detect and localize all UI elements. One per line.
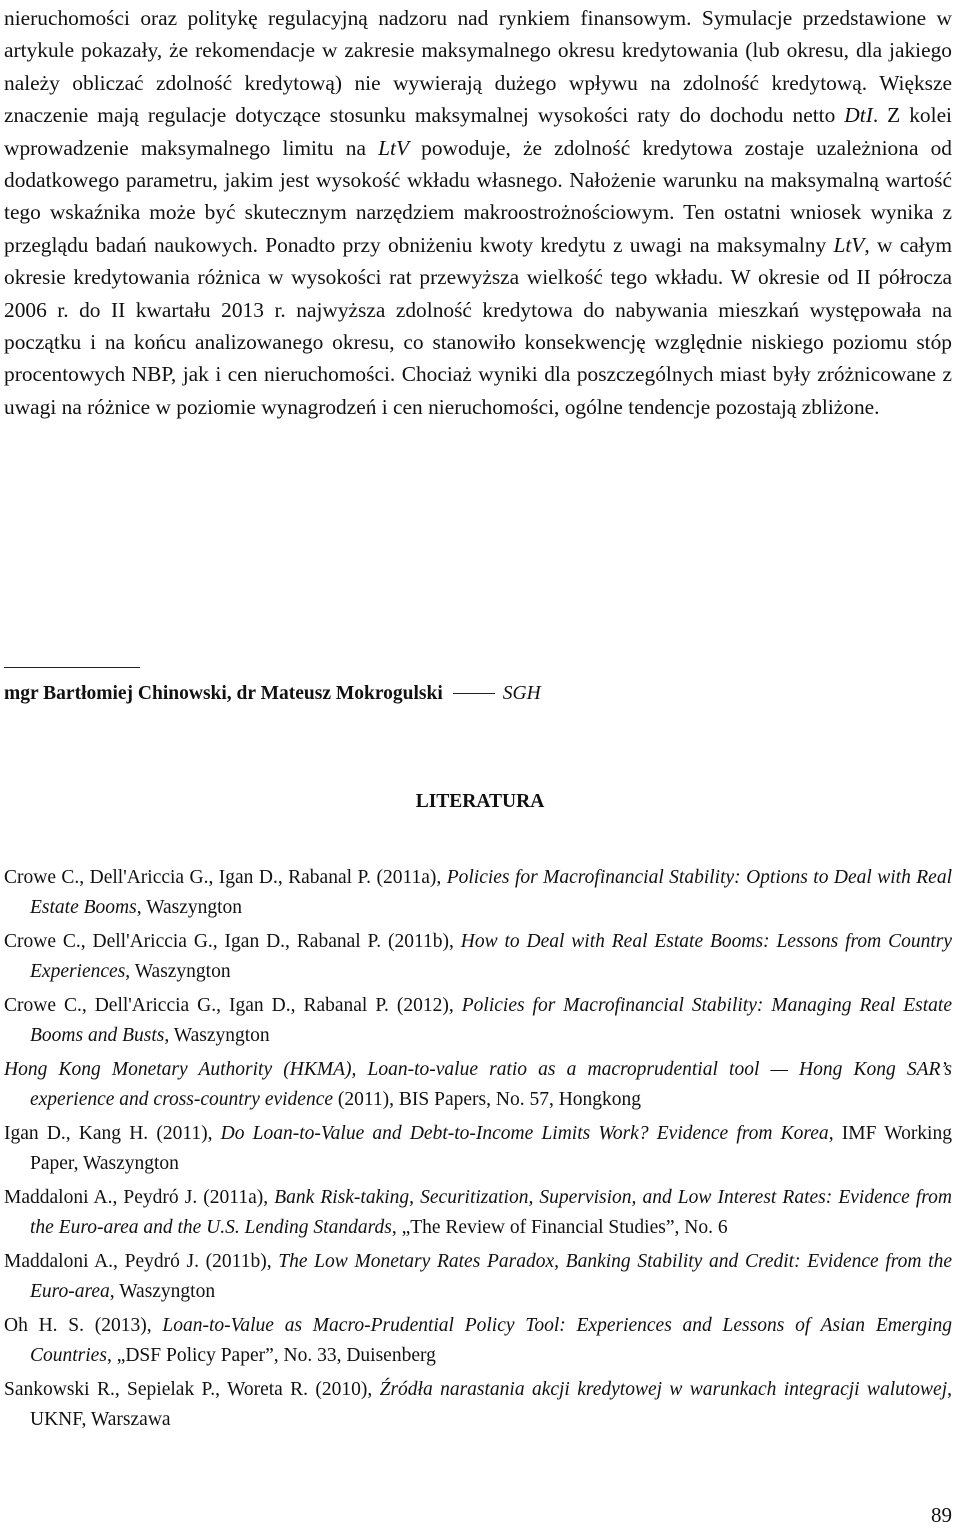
- body-paragraph: [4, 0, 952, 423]
- reference-item: Maddaloni A., Peydró J. (2011a), Bank Risk-taking, Securitization, Supervision, and Low Interest Rates: Evidence from the Euro-area and the U.S. Lending Standards, „The Review of Financial Studies”, No. 6: [4, 1187, 952, 1238]
- term-ltv: LtV: [378, 135, 410, 160]
- term-dti: DtI: [844, 103, 873, 128]
- body-text-3: powoduje, że zdolność kredytowa zostaje uzależniona od dodatkowego parametru, jakim jest wysokość wkładu własnego. Nałożenie warunku na maksymalną wartość tego wskaźnika może być skutecznym narzędziem makroostrożnościowym. Ten ostatni wniosek wynika z przeglądu badań naukowych. Ponadto przy obniżeniu kwoty kredytu z uwagi na maksymalny: [4, 135, 952, 257]
- reference-item: Sankowski R., Sepielak P., Woreta R. (2010), Źródła narastania akcji kredytowej w warunkach integracji walutowej, UKNF, Warszawa: [4, 1379, 952, 1430]
- body-text-2: . Z kolei wprowadzenie maksymalnego limitu na: [4, 103, 953, 160]
- reference-item: Igan D., Kang H. (2011), Do Loan-to-Value and Debt-to-Income Limits Work? Evidence from Korea, IMF Working Paper, Waszyngton: [4, 1123, 952, 1174]
- reference-item: Crowe C., Dell'Ariccia G., Igan D., Rabanal P. (2011a), Policies for Macrofinancial Stability: Options to Deal with Real Estate Booms, Waszyngton: [4, 867, 952, 918]
- main-text: [4, 0, 952, 423]
- literature-heading: LITERATURA: [415, 791, 545, 812]
- reference-item: Crowe C., Dell'Ariccia G., Igan D., Rabanal P. (2011b), How to Deal with Real Estate Booms: Lessons from Country Experiences, Waszyngton: [4, 931, 952, 982]
- reference-item: Maddaloni A., Peydró J. (2011b), The Low Monetary Rates Paradox, Banking Stability and Credit: Evidence from the Euro-area, Waszyngton: [4, 1251, 952, 1302]
- reference-item: Hong Kong Monetary Authority (HKMA), Loan-to-value ratio as a macroprudential tool — Hong Kong SAR’s experience and cross-country evidence (2011), BIS Papers, No. 57, Hongkong: [4, 1059, 952, 1110]
- footnote-rule: [4, 667, 140, 668]
- page-number: 89: [931, 1503, 952, 1527]
- author-names: mgr Bartłomiej Chinowski, dr Mateusz Mokrogulski: [4, 683, 443, 704]
- term-ltv: LtV: [833, 232, 865, 257]
- author-footnote: [4, 680, 541, 708]
- author-affiliation: SGH: [502, 683, 541, 704]
- reference-item: Crowe C., Dell'Ariccia G., Igan D., Rabanal P. (2012), Policies for Macrofinancial Stability: Managing Real Estate Booms and Busts, Waszyngton: [4, 995, 952, 1046]
- em-dash: [453, 693, 495, 694]
- body-text-1: nieruchomości oraz politykę regulacyjną nadzoru nad rynkiem finansowym. Symulacje przedstawione w artykule pokazały, że rekomendacje w zakresie maksymalnego okresu kredytowania (lub okresu, dla jakiego należy obliczać zdolność kredytową) nie wywierają dużego wpływu na zdolność kredytową. Większe znaczenie mają regulacje dotyczące stosunku maksymalnej wysokości raty do dochodu netto: [4, 6, 952, 128]
- reference-item: Oh H. S. (2013), Loan-to-Value as Macro-Prudential Policy Tool: Experiences and Lessons of Asian Emerging Countries, „DSF Policy Paper”, No. 33, Duisenberg: [4, 1315, 952, 1366]
- body-text-4: , w całym okresie kredytowania różnica w wysokości rat przewyższa wielkość tego wkładu. W okresie od II półrocza 2006 r. do II kwartału 2013 r. najwyższa zdolność kredytowa do nabywania mieszkań występowała na początku i na końcu analizowanego okresu, co stanowiło konsekwencję względnie niskiego poziomu stóp procentowych NBP, jak i cen nieruchomości. Chociaż wyniki dla poszczególnych miast były zróżnicowane z uwagi na różnice w poziomie wynagrodzeń i cen nieruchomości, ogólne tendencje pozostają zbliżone.: [4, 232, 952, 419]
- reference-list: [4, 863, 952, 1439]
